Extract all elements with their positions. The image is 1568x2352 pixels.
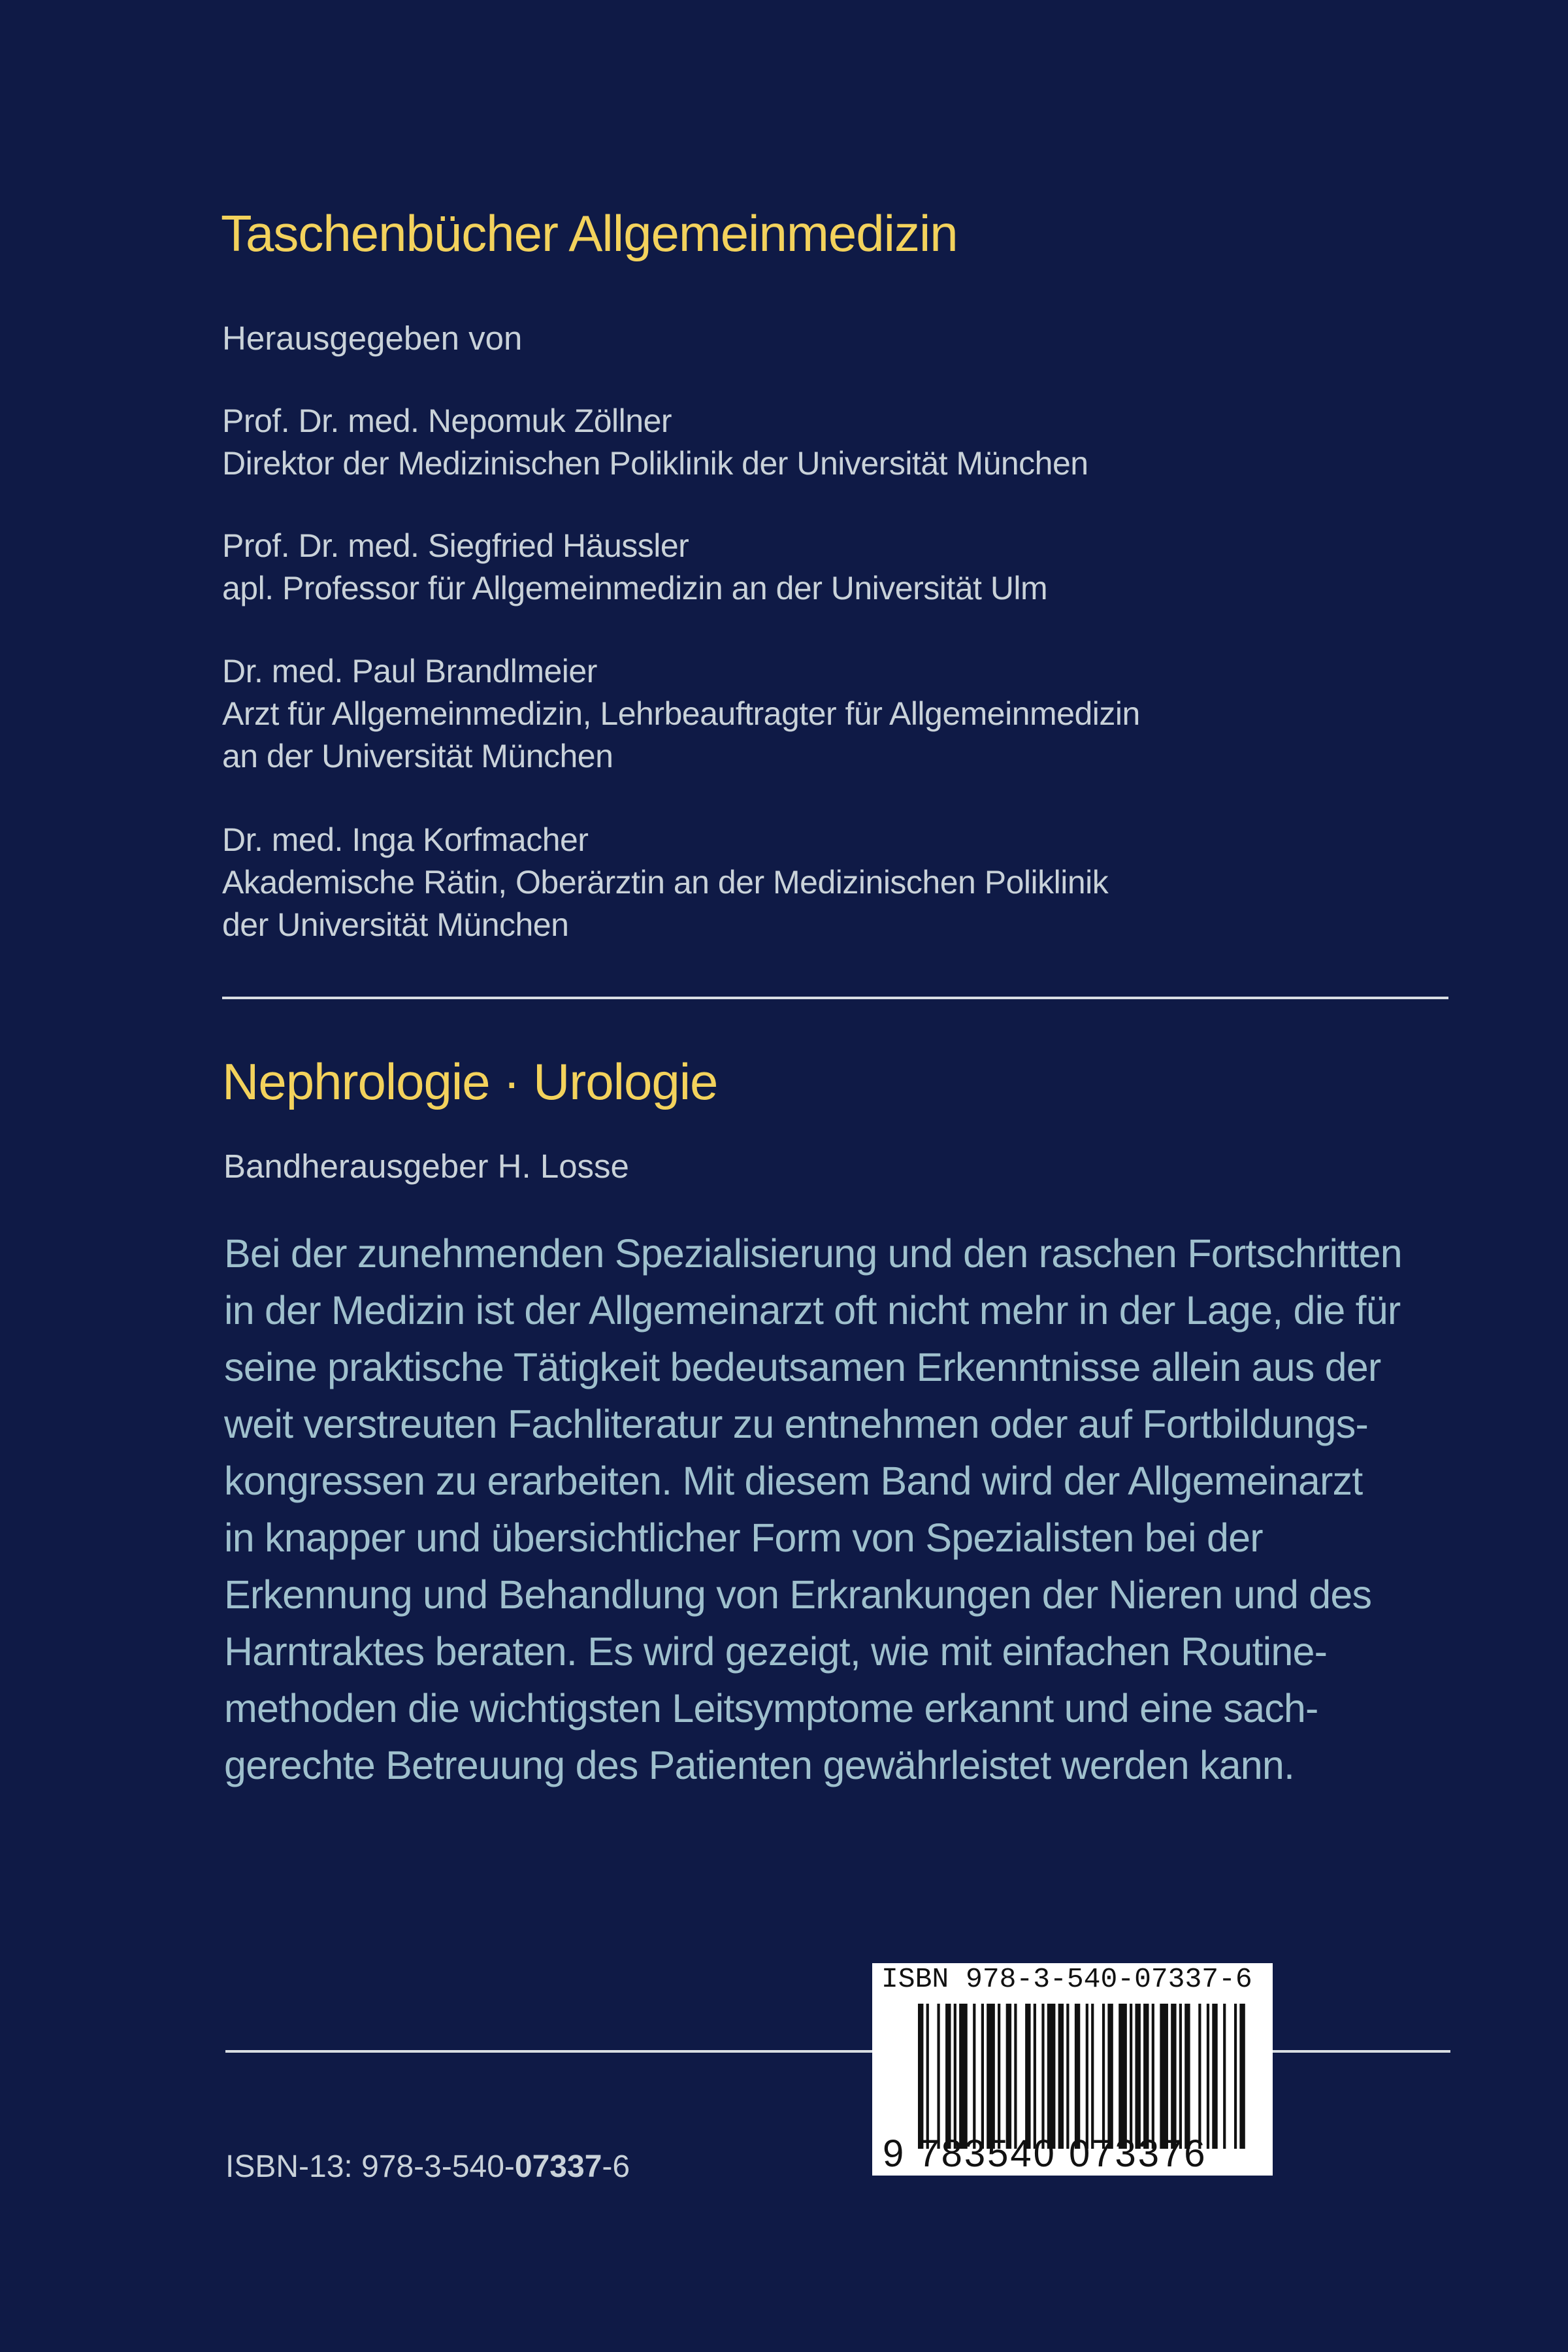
barcode-bar — [1184, 2004, 1190, 2149]
barcode-bar — [1160, 2004, 1168, 2149]
barcode-bar — [1066, 2004, 1069, 2149]
barcode-bar — [981, 2004, 984, 2149]
barcode-bar — [1014, 2004, 1017, 2149]
barcode-bar — [937, 2004, 939, 2149]
barcode-bar — [1198, 2004, 1201, 2149]
barcode-bar — [973, 2004, 975, 2149]
barcode-bar — [1025, 2004, 1030, 2149]
editor-entry — [222, 819, 1108, 946]
editor-name: Dr. med. Inga Korfmacher — [222, 821, 589, 858]
barcode-bar — [954, 2004, 956, 2149]
barcode-bar — [987, 2004, 995, 2149]
barcode-bar — [1034, 2004, 1036, 2149]
blurb-line: methoden die wichtigsten Leitsymptome erkannt und eine sach- — [224, 1686, 1318, 1731]
isbn-13-prefix: ISBN-13: 978-3-540- — [225, 2149, 515, 2184]
editor-affiliation: der Universität München — [222, 906, 569, 943]
barcode-bar — [1152, 2004, 1154, 2149]
barcode-bar — [1047, 2004, 1056, 2149]
editor-name: Dr. med. Paul Brandlmeier — [222, 653, 597, 689]
barcode-bar — [945, 2004, 951, 2149]
blurb-line: in der Medizin ist der Allgemeinarzt oft nicht mehr in der Lage, die für — [224, 1288, 1401, 1333]
barcode-bar — [918, 2004, 923, 2149]
blurb-line: gerechte Betreuung des Patienten gewährleistet werden kann. — [224, 1743, 1295, 1787]
barcode-bar — [1223, 2004, 1226, 2149]
barcode-bar — [998, 2004, 1000, 2149]
editor-affiliation: Direktor der Medizinischen Poliklinik der Universität München — [222, 445, 1088, 482]
barcode-bar — [1135, 2004, 1140, 2149]
barcode-bar — [1130, 2004, 1132, 2149]
blurb-line: kongressen zu erarbeiten. Mit diesem Band wird der Allgemeinarzt — [224, 1459, 1363, 1503]
isbn-13-bold: 07337 — [514, 2149, 602, 2184]
blurb-line: in knapper und übersichtlicher Form von Spezialisten bei der — [224, 1516, 1263, 1560]
volume-editor: Bandherausgeber H. Losse — [223, 1148, 629, 1185]
barcode-bar — [1179, 2004, 1182, 2149]
barcode-bars — [918, 2004, 1248, 2149]
barcode-bar — [1041, 2004, 1044, 2149]
barcode-digits: 9 783540 073376 — [883, 2132, 1207, 2175]
volume-title: Nephrologie · Urologie — [222, 1053, 718, 1110]
barcode-bar — [1119, 2004, 1127, 2149]
barcode-bar — [1006, 2004, 1011, 2149]
barcode-bar — [1171, 2004, 1176, 2149]
barcode-bar — [959, 2004, 968, 2149]
editor-name: Prof. Dr. med. Siegfried Häussler — [222, 527, 689, 564]
series-title: Taschenbücher Allgemeinmedizin — [221, 205, 958, 262]
editor-affiliation: Arzt für Allgemeinmedizin, Lehrbeauftragter für Allgemeinmedizin — [222, 695, 1140, 732]
barcode-bar — [1234, 2004, 1237, 2149]
barcode-bar — [926, 2004, 929, 2149]
blurb-text — [224, 1225, 1452, 1794]
editor-affiliation: an der Universität München — [222, 738, 613, 774]
blurb-line: Harntraktes beraten. Es wird gezeigt, wie mit einfachen Routine- — [224, 1629, 1328, 1674]
barcode-bar — [1239, 2004, 1245, 2149]
isbn-13-suffix: -6 — [602, 2149, 630, 2184]
barcode-bar — [1107, 2004, 1113, 2149]
barcode-bar — [1058, 2004, 1064, 2149]
edited-by-label: Herausgegeben von — [222, 320, 523, 357]
barcode-bar — [1091, 2004, 1094, 2149]
blurb-line: seine praktische Tätigkeit bedeutsamen Erkenntnisse allein aus der — [224, 1345, 1381, 1389]
barcode-bar — [1075, 2004, 1080, 2149]
editor-name: Prof. Dr. med. Nepomuk Zöllner — [222, 403, 672, 439]
editor-entry — [222, 650, 1140, 778]
editor-entry — [222, 525, 1047, 610]
divider-line — [222, 997, 1448, 999]
isbn-13 — [225, 2149, 630, 2185]
editor-affiliation: Akademische Rätin, Oberärztin an der Medizinischen Poliklinik — [222, 864, 1109, 901]
divider-line-bottom-right — [1273, 2050, 1450, 2053]
barcode-bar — [1212, 2004, 1217, 2149]
barcode-isbn-text: ISBN 978-3-540-07337-6 — [881, 1963, 1252, 1995]
barcode — [872, 1963, 1273, 2176]
blurb-line: Erkennung und Behandlung von Erkrankungen der Nieren und des — [224, 1572, 1372, 1617]
barcode-bar — [1086, 2004, 1088, 2149]
barcode-bar — [1102, 2004, 1105, 2149]
blurb-line: weit verstreuten Fachliteratur zu entnehmen oder auf Fortbildungs- — [224, 1402, 1369, 1446]
barcode-bar — [1207, 2004, 1209, 2149]
editor-affiliation: apl. Professor für Allgemeinmedizin an der Universität Ulm — [222, 570, 1048, 606]
divider-line-bottom-left — [225, 2050, 872, 2053]
blurb-line: Bei der zunehmenden Spezialisierung und den raschen Fortschritten — [224, 1231, 1402, 1276]
editor-entry — [222, 400, 1088, 485]
barcode-bar — [1143, 2004, 1149, 2149]
